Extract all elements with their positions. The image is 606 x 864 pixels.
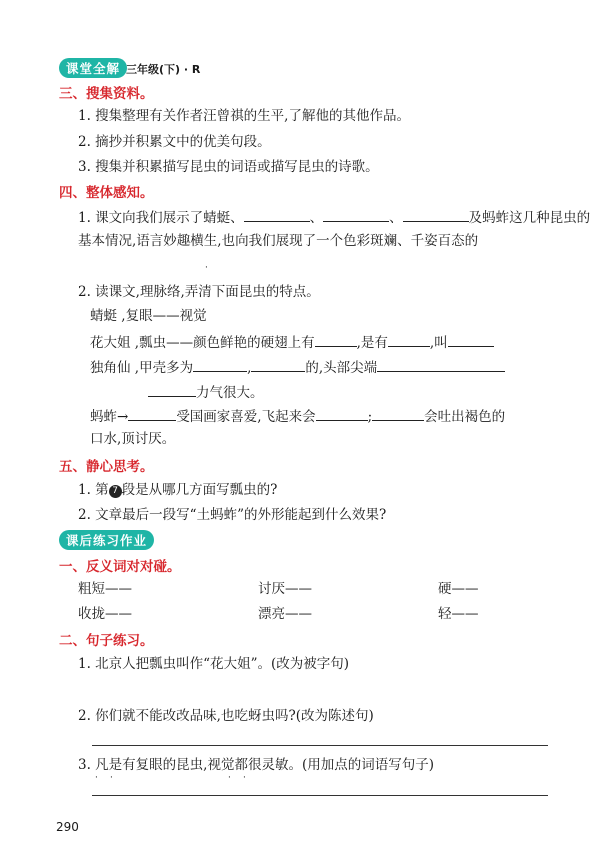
antonym-item: 粗短—— [78,581,132,597]
answer-blank[interactable] [323,207,389,222]
grade-label: 三年级(下) · R [126,63,201,76]
answer-blank[interactable] [193,357,247,372]
list-item: 1. 搜集整理有关作者汪曾祺的生平,了解他的其他作品。 [78,108,410,124]
text: 花大姐 ,瓢虫——颜色鲜艳的硬翅上有 [90,335,315,351]
question-text: 及蚂蚱这几种昆虫的 [468,210,591,226]
text: 段是从哪几方面写瓢虫的? [121,482,278,498]
text [148,382,264,402]
list-item: 2. 摘抄并积累文中的优美句段。 [78,134,271,150]
paragraph-number-badge: 7 [109,485,122,498]
question: 1. 北京人把瓢虫叫作“花大姐”。(改为被字句) [78,656,350,672]
emphasis-dot: · [243,773,246,783]
separator: 、 [309,210,324,226]
section-title: 二、句子练习。 [59,633,154,649]
insect-dragonfly: 蜻蜓 ,复眼——视觉 [90,308,207,324]
text: ; [367,409,373,425]
section-title: 四、整体感知。 [59,185,154,201]
antonym-item: 漂亮—— [258,606,312,622]
decorative-dot: · [205,263,208,273]
insect-grasshopper [90,406,505,426]
section-badge: 课后练习作业 [59,530,154,550]
section-title: 三、搜集资料。 [59,86,154,102]
answer-blank[interactable] [448,332,494,347]
question-text: 1. 课文向我们展示了蜻蜓、 [78,210,244,226]
text: 蚂蚱→ [90,409,129,425]
answer-blank[interactable] [315,332,357,347]
question: 2. 文章最后一段写“土蚂蚱”的外形能起到什么效果? [78,507,387,523]
question [78,207,590,227]
separator: 、 [389,210,403,226]
list-item: 3. 搜集并积累描写昆虫的词语或描写昆虫的诗歌。 [78,159,379,175]
question [78,481,277,499]
answer-line[interactable] [92,795,548,796]
insect-ladybug [90,332,494,352]
text: , [247,360,252,376]
text: ,叫 [429,335,448,351]
antonym-item: 轻—— [438,606,479,622]
text: 口水,顶讨厌。 [90,431,176,447]
section-title: 五、静心思考。 [59,459,154,475]
text: 受国画家喜爱,飞起来会 [176,409,316,425]
answer-blank[interactable] [372,406,424,421]
text: 会吐出褐色的 [424,409,506,425]
question-text: 基本情况,语言妙趣横生,也向我们展现了一个色彩斑斓、千姿百态的 [78,233,479,249]
question: 2. 读课文,理脉络,弄清下面昆虫的特点。 [78,284,320,300]
insect-unicorn-beetle [90,357,505,377]
text: 独角仙 ,甲壳多为 [90,360,194,376]
answer-blank[interactable] [244,207,310,222]
antonym-item: 讨厌—— [258,581,312,597]
answer-line[interactable] [92,745,548,746]
question: 2. 你们就不能改改品味,也吃蚜虫吗?(改为陈述句) [78,708,374,724]
antonym-item: 收拢—— [78,606,132,622]
answer-blank[interactable] [148,382,196,397]
answer-blank[interactable] [403,207,469,222]
emphasis-dot: · [95,773,98,783]
emphasis-dot: · [228,773,231,783]
text: 力气很大。 [196,385,264,401]
antonym-item: 硬—— [438,581,479,597]
question: 3. 凡是有复眼的昆虫,视觉都很灵敏。(用加点的词语写句子) [78,757,434,773]
answer-blank[interactable] [316,406,368,421]
answer-blank[interactable] [251,357,305,372]
section-badge: 课堂全解 [59,58,127,78]
section-title: 一、反义词对对碰。 [59,559,181,575]
text: 1. 第 [78,482,109,498]
answer-blank[interactable] [388,332,430,347]
answer-blank[interactable] [377,357,505,372]
text: 的,头部尖端 [305,360,378,376]
emphasis-dot: · [110,773,113,783]
answer-blank[interactable] [128,406,176,421]
page-number: 290 [56,820,79,834]
text: ,是有 [356,335,388,351]
